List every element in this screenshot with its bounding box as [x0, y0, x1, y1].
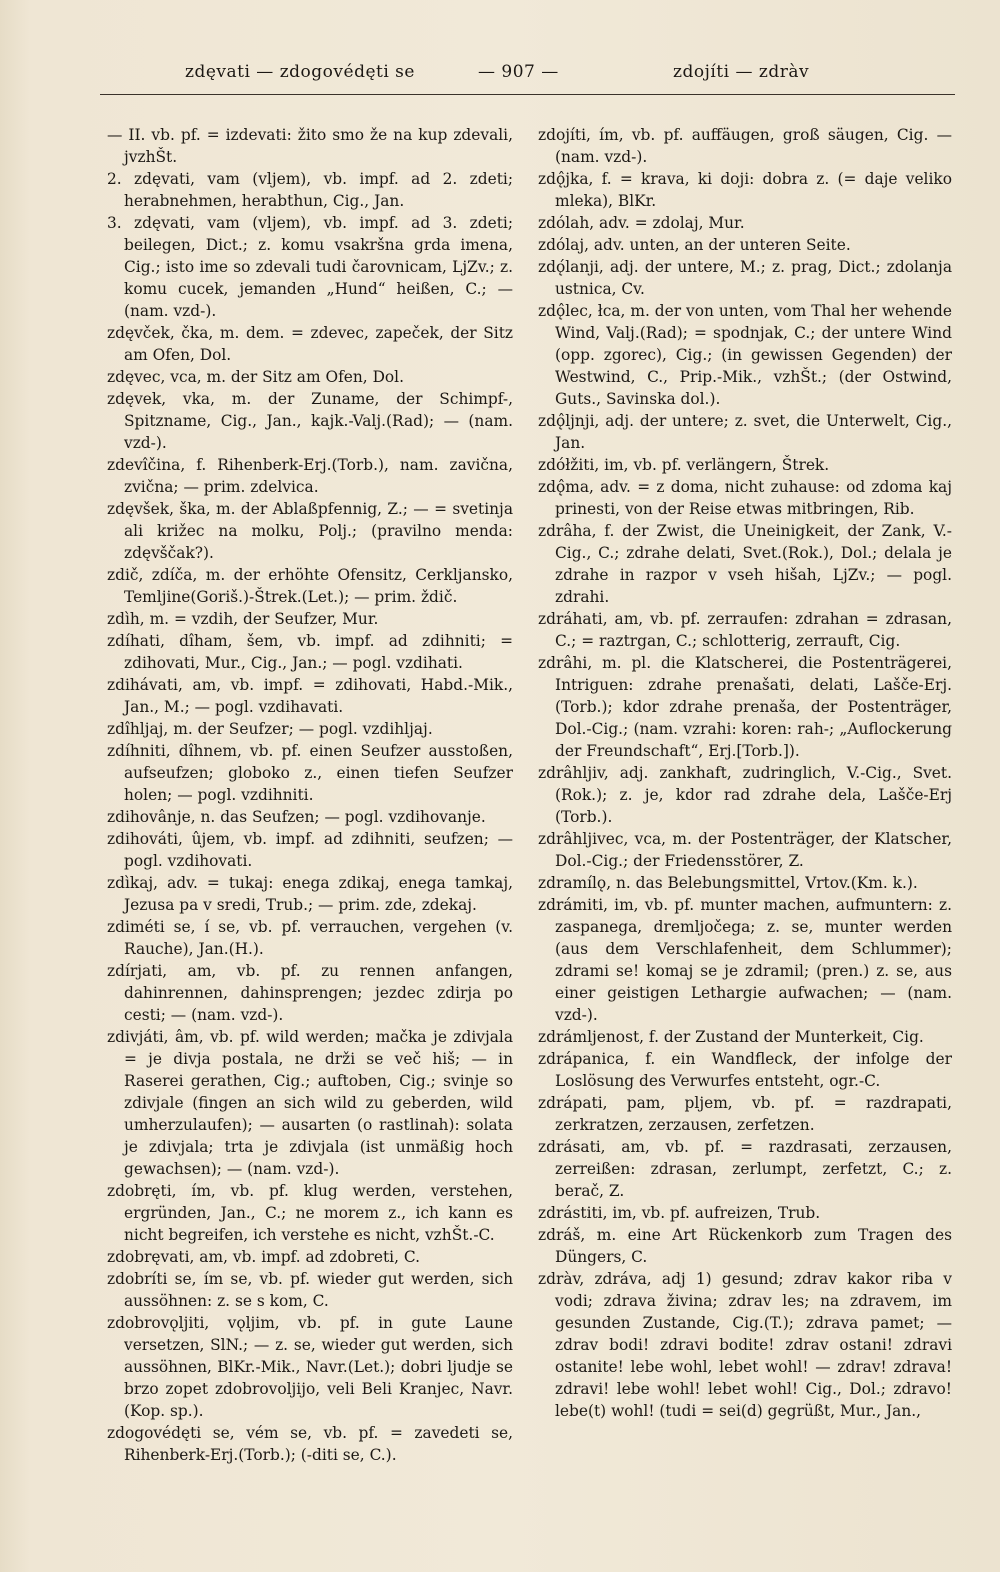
- dictionary-entry: zdíhati, dîham, šem, vb. impf. ad zdihniti; = zdihovati, Mur., Cig., Jan.; — pogl. vzdihati.: [107, 632, 513, 672]
- dictionary-entry: zdrásati, am, vb. pf. = razdrasati, zerzausen, zerreißen: zdrasan, zerlumpt, zerfetzt, C.; z. berač, Z.: [538, 1138, 952, 1200]
- dictionary-entry: zdólaj, adv. unten, an der unteren Seite.: [538, 236, 851, 254]
- dictionary-entry: zdojíti, ím, vb. pf. auffäugen, groß säugen, Cig. — (nam. vzd-).: [538, 126, 952, 166]
- dictionary-entry: zdobręvati, am, vb. impf. ad zdobreti, C.: [107, 1248, 420, 1266]
- dictionary-entry: zdǫ̂jka, f. = krava, ki doji: dobra z. (= daje veliko mleka), BlKr.: [538, 170, 952, 210]
- dictionary-entry: zdrâhljiv, adj. zankhaft, zudringlich, V.-Cig., Svet.(Rok.); z. je, kdor rad zdrahe dela, Lašče-Erj (Torb.).: [538, 764, 952, 826]
- dictionary-entry: zdramílǫ, n. das Belebungsmittel, Vrtov.(Km. k.).: [538, 874, 918, 892]
- dictionary-entry: 3. zdęvati, vam (vljem), vb. impf. ad 3. zdeti; beilegen, Dict.; z. komu vsakršna grda imena, Cig.; isto ime so zdevali tudi čarovnicam, LjZv.; z. komu cucek, jemanden „Hund“ heißen, C.; — (nam. vzd-).: [107, 214, 513, 320]
- left-column: [107, 124, 513, 1466]
- dictionary-entry: zdihávati, am, vb. impf. = zdihovati, Habd.-Mik., Jan., M.; — pogl. vzdihavati.: [107, 676, 513, 716]
- dictionary-entry: zdęvek, vka, m. der Zuname, der Schimpf-, Spitzname, Cig., Jan., kajk.-Valj.(Rad); — (nam. vzd-).: [107, 390, 513, 452]
- dictionary-entry: zdółžiti, im, vb. pf. verlängern, Štrek.: [538, 456, 830, 474]
- dictionary-entry: zdęvček, čka, m. dem. = zdevec, zapeček, der Sitz am Ofen, Dol.: [107, 324, 513, 364]
- dictionary-entry: zdęvec, vca, m. der Sitz am Ofen, Dol.: [107, 368, 404, 386]
- dictionary-entry: zdráhati, am, vb. pf. zerraufen: zdrahan = zdrasan, C.; = raztrgan, C.; schlotterig, zerrauft, Cig.: [538, 610, 952, 650]
- dictionary-entry: zdiméti se, í se, vb. pf. verrauchen, vergehen (v. Rauche), Jan.(H.).: [107, 918, 513, 958]
- dictionary-entry: zdrâhi, m. pl. die Klatscherei, die Postenträgerei, Intriguen: zdrahe prenašati, delati, Lašče-Erj.(Torb.); kdor zdrahe prenaša, der Postenträger, Dol.-Cig.; (nam. vzrahi: koren: rah-; „Auflockerung der Freundschaft“, Erj.[Torb.]).: [538, 654, 952, 760]
- dictionary-entry: zdírjati, am, vb. pf. zu rennen anfangen, dahinrennen, dahinsprengen; jezdec zdirja po cesti; — (nam. vzd-).: [107, 962, 513, 1024]
- dictionary-entry: zdìh, m. = vzdih, der Seufzer, Mur.: [107, 610, 379, 628]
- dictionary-entry: zdogovédęti se, vém se, vb. pf. = zavedeti se, Rihenberk-Erj.(Torb.); (-diti se, C.).: [107, 1424, 513, 1464]
- dictionary-entry: zdráš, m. eine Art Rückenkorb zum Tragen des Düngers, C.: [538, 1226, 952, 1266]
- dictionary-entry: zdólah, adv. = zdolaj, Mur.: [538, 214, 745, 232]
- dictionary-entry: zdíhniti, dîhnem, vb. pf. einen Seufzer ausstoßen, aufseufzen; globoko z., einen tiefen Seufzer holen; — pogl. vzdihniti.: [107, 742, 513, 804]
- dictionary-entry: zdivjáti, âm, vb. pf. wild werden; mačka je zdivjala = je divja postala, ne drži se več hiš; — in Raserei gerathen, Cig.; auftoben, Cig.; svinje so zdivjale (fingen an sich wild zu geberden, wild umherzulaufen); — ausarten (o rastlinah): solata je zdivjala; trta je zdivjala (ist unmäßig hoch gewachsen); — (nam. vzd-).: [107, 1028, 513, 1178]
- dictionary-entry: zdrámljenost, f. der Zustand der Munterkeit, Cig.: [538, 1028, 924, 1046]
- dictionary-entry: zdǫ́lanji, adj. der untere, M.; z. prag, Dict.; zdolanja ustnica, Cv.: [538, 258, 952, 298]
- dictionary-entry: zdihováti, ûjem, vb. impf. ad zdihniti, seufzen; — pogl. vzdihovati.: [107, 830, 513, 870]
- dictionary-entry: zdǫ̂ljnji, adj. der untere; z. svet, die Unterwelt, Cig., Jan.: [538, 412, 952, 452]
- header-right-guide-words: zdojíti — zdràv: [673, 62, 810, 82]
- dictionary-entry: zdǫ̂lec, łca, m. der von unten, vom Thal her wehende Wind, Valj.(Rad); = spodnjak, C.; der untere Wind (opp. zgorec), Cig.; (in gewissen Gegenden) der Westwind, C., Prip.-Mik., vzhŠt.; (der Ostwind, Guts., Savinska dol.).: [538, 302, 952, 408]
- dictionary-entry: zdrástiti, im, vb. pf. aufreizen, Trub.: [538, 1204, 821, 1222]
- dictionary-entry: zdìkaj, adv. = tukaj: enega zdikaj, enega tamkaj, Jezusa pa v sredi, Trub.; — prim. zde, zdekaj.: [107, 874, 513, 914]
- dictionary-entry: zdobręti, ím, vb. pf. klug werden, verstehen, ergründen, Jan., C.; ne morem z., ich kann es nicht begreifen, ich verstehe es nicht, vzhŠt.-C.: [107, 1182, 513, 1244]
- dictionary-entry: zdič, zdíča, m. der erhöhte Ofensitz, Cerkljansko, Temljine(Goriš.)-Štrek.(Let.); — prim. ždič.: [107, 566, 513, 606]
- dictionary-entry: zdęvšek, ška, m. der Ablaßpfennig, Z.; — = svetinja ali križec na molku, Polj.; (pravilno menda: zdęvščak?).: [107, 500, 513, 562]
- dictionary-entry: zdrámiti, im, vb. pf. munter machen, aufmuntern: z. zaspanega, dremljočega; z. se, munter werden (aus dem Verschlafenheit, dem Schlummer); zdrami se! komaj se je zdramil; (pren.) z. se, aus einer geistigen Lethargie aufwachen; — (nam. vzd-).: [538, 896, 952, 1024]
- page-number: — 907 —: [478, 62, 559, 82]
- dictionary-entry: — II. vb. pf. = izdevati: žito smo že na kup zdevali, jvzhŠt.: [107, 126, 513, 166]
- header-left-guide-words: zdęvati — zdogovédęti se: [185, 62, 415, 82]
- dictionary-entry: 2. zdęvati, vam (vljem), vb. impf. ad 2. zdeti; herabnehmen, herabthun, Cig., Jan.: [107, 170, 513, 210]
- dictionary-entry: zdihovânje, n. das Seufzen; — pogl. vzdihovanje.: [107, 808, 486, 826]
- dictionary-entry: zdobríti se, ím se, vb. pf. wieder gut werden, sich aussöhnen: z. se s kom, C.: [107, 1270, 513, 1310]
- dictionary-entry: zdobrovǫljiti, vǫljim, vb. pf. in gute Laune versetzen, SlN.; — z. se, wieder gut werden, sich aussöhnen, BlKr.-Mik., Navr.(Let.); dobri ljudje se brzo zopet zdobrovoljijo, veli Beli Kranjec, Navr.(Kop. sp.).: [107, 1314, 513, 1420]
- dictionary-entry: zdrâhljivec, vca, m. der Postenträger, der Klatscher, Dol.-Cig.; der Friedensstörer, Z.: [538, 830, 952, 870]
- dictionary-entry: zdrápati, pam, pljem, vb. pf. = razdrapati, zerkratzen, zerzausen, zerfetzen.: [538, 1094, 952, 1134]
- dictionary-entry: zdràv, zdráva, adj 1) gesund; zdrav kakor riba v vodi; zdrava živina; zdrav les; na zdravem, im gesunden Zustande, Cig.(T.); zdrava pamet; — zdrav bodi! zdravi bodite! zdrav ostani! zdravi ostanite! lebe wohl, lebet wohl! — zdrav! zdrava! zdravi! lebe wohl! lebet wohl! Cig., Dol.; zdravo! lebe(t) wohl! (tudi = sei(d) gegrüßt, Mur., Jan.,: [538, 1270, 952, 1420]
- dictionary-entry: zdrápanica, f. ein Wandfleck, der infolge der Loslösung des Verwurfes entsteht, ogr.-C.: [538, 1050, 952, 1090]
- dictionary-entry: zdǫ̂ma, adv. = z doma, nicht zuhause: od zdoma kaj prinesti, von der Reise etwas mitbringen, Rib.: [538, 478, 952, 518]
- dictionary-entry: zdrâha, f. der Zwist, die Uneinigkeit, der Zank, V.-Cig., C.; zdrahe delati, Svet.(Rok.), Dol.; delala je zdrahe in razpor v vseh hišah, LjZv.; — pogl. zdrahi.: [538, 522, 952, 606]
- right-column: [538, 124, 952, 1422]
- dictionary-entry: zdevîčina, f. Rihenberk-Erj.(Torb.), nam. zavična, zvična; — prim. zdelvica.: [107, 456, 513, 496]
- header-rule: [100, 94, 955, 95]
- dictionary-entry: zdîhljaj, m. der Seufzer; — pogl. vzdihljaj.: [107, 720, 433, 738]
- running-header: [105, 62, 955, 88]
